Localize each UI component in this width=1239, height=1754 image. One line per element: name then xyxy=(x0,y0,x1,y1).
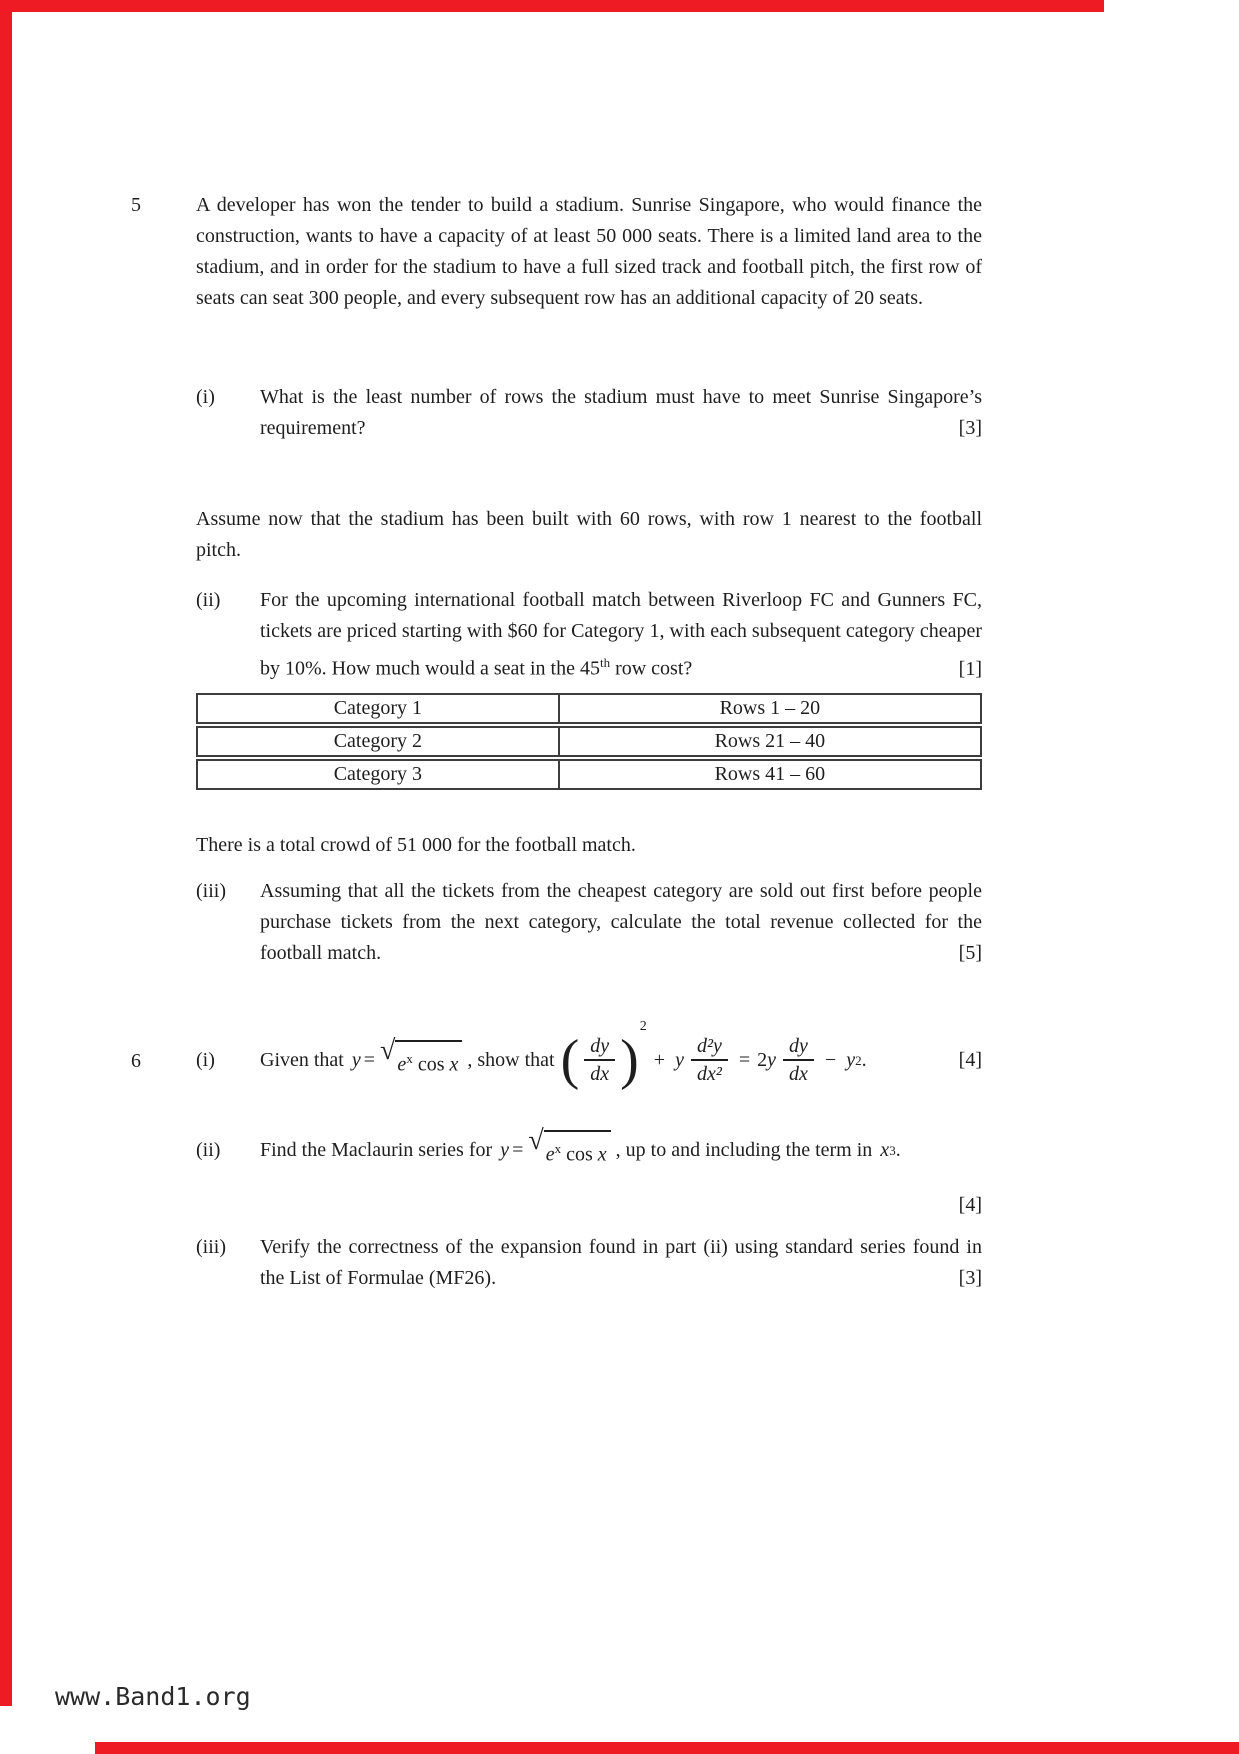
fraction-d2y-dx2 xyxy=(691,1035,728,1085)
plus-sign: + xyxy=(653,1048,666,1071)
math-var-y: y xyxy=(351,1048,361,1071)
q5-part-ii-text: For the upcoming international football match between Riverloop FC and Gunners FC, tickets are priced starting with $60 for Category 1, with each subsequent category cheaper by 10%. How much would a seat in the 45 xyxy=(260,589,982,680)
fraction-denominator: dx xyxy=(783,1059,814,1085)
fraction-dy-dx xyxy=(584,1035,615,1085)
radical-sign: √ xyxy=(380,1034,396,1066)
up-to-term-text: , up to and including the term in xyxy=(615,1138,878,1161)
table-cell-rows: Rows 41 – 60 xyxy=(714,763,826,785)
q6-part-i-marks: [4] xyxy=(958,1048,982,1071)
exponent-x: x xyxy=(554,1140,562,1156)
table-cell-category: Category 2 xyxy=(198,728,560,755)
q6-part-iii-marks: [3] xyxy=(958,1267,982,1289)
square-root xyxy=(528,1124,610,1171)
table-cell-rows: Rows 21 – 40 xyxy=(714,730,826,752)
math-var-x: x xyxy=(449,1053,459,1076)
q5-part-iii-marks: [5] xyxy=(958,942,982,964)
q6-part-ii-row xyxy=(196,1122,982,1221)
q6-part-ii-content xyxy=(260,1122,982,1221)
q6-part-i-label: (i) xyxy=(196,1049,215,1071)
q6-part-i-row xyxy=(196,1005,982,1115)
q5-part-ii-row xyxy=(196,585,982,685)
q5-part-ii-text-end: row cost? xyxy=(610,657,693,680)
q6-part-i-formula-line xyxy=(260,1005,982,1115)
math-var-e: e xyxy=(545,1143,555,1166)
table-cell-category: Category 1 xyxy=(198,695,560,722)
period: . xyxy=(861,1048,867,1071)
show-that-text: , show that xyxy=(467,1048,560,1071)
fraction-dy-dx xyxy=(783,1035,814,1085)
math-var-e: e xyxy=(397,1053,407,1076)
q5-part-iii-label: (iii) xyxy=(196,880,226,902)
exponent-2: 2 xyxy=(855,1052,862,1068)
q5-part-i-text: What is the least number of rows the stadium must have to meet Sunrise Singapore’s requirement? xyxy=(260,386,982,439)
q5-assume-paragraph: Assume now that the stadium has been built with 60 rows, with row 1 nearest to the football pitch. xyxy=(196,508,982,561)
q6-part-iii-label: (iii) xyxy=(196,1236,226,1258)
q5-part-i xyxy=(196,382,982,444)
given-that-text: Given that xyxy=(260,1048,349,1071)
math-var-y: y xyxy=(675,1048,684,1071)
q5-crowd-paragraph: There is a total crowd of 51 000 for the football match. xyxy=(196,834,636,856)
ordinal-superscript: th xyxy=(599,655,611,670)
q5-intro-paragraph: A developer has won the tender to build a stadium. Sunrise Singapore, who would finance the construction, wants to have a capacity of at least 50 000 seats. There is a limited land area to the stadium, and in order for the stadium to have a full sized track and football pitch, the first row of seats can seat 300 people, and every subsequent row has an additional capacity of 20 seats. xyxy=(196,194,982,309)
table-row xyxy=(196,759,982,790)
fraction-numerator: dy xyxy=(590,1035,610,1057)
math-var-y: y xyxy=(846,1048,856,1071)
exponent-x: x xyxy=(406,1050,413,1066)
q5-part-iii-content xyxy=(260,876,982,969)
cos-operator: cos xyxy=(561,1143,598,1166)
q6-part-iii-text: Verify the correctness of the expansion found in part (ii) using standard series found in the List of Formulae (MF26). xyxy=(260,1236,982,1289)
period: . xyxy=(895,1138,901,1161)
q5-part-i-row xyxy=(196,382,982,444)
equals-sign: = xyxy=(512,1138,524,1161)
q6-part-ii xyxy=(196,1122,982,1221)
scan-edge-bottom xyxy=(95,1742,1239,1754)
q6-part-iii xyxy=(196,1232,982,1294)
table-row xyxy=(196,726,982,757)
radicand xyxy=(395,1040,462,1081)
coefficient-2: 2 xyxy=(757,1048,768,1071)
q5-part-ii-label: (ii) xyxy=(196,589,221,611)
maclaurin-text: Find the Maclaurin series for xyxy=(260,1138,498,1161)
q6-part-ii-label: (ii) xyxy=(196,1139,221,1161)
fraction-numerator: d²y xyxy=(696,1035,722,1057)
q5-part-ii xyxy=(196,585,982,685)
minus-sign: − xyxy=(824,1048,837,1071)
equals-sign: = xyxy=(363,1048,376,1071)
q6-part-ii-formula-line xyxy=(260,1122,982,1178)
q6-part-iii-row xyxy=(196,1232,982,1294)
table-row xyxy=(196,693,982,724)
scan-edge-top xyxy=(0,0,1104,12)
math-var-x: x xyxy=(880,1138,890,1161)
cos-operator: cos xyxy=(412,1053,450,1076)
math-var-x: x xyxy=(597,1143,607,1166)
square-root xyxy=(380,1034,462,1081)
band1-watermark: www.Band1.org xyxy=(55,1682,251,1711)
table-cell-category: Category 3 xyxy=(198,761,560,788)
question-6-number: 6 xyxy=(131,1050,141,1072)
q6-part-i xyxy=(196,1005,982,1115)
parenthesis-exponent: 2 xyxy=(639,1019,647,1034)
radical-sign: √ xyxy=(528,1124,544,1156)
left-parenthesis: ( xyxy=(560,1029,580,1091)
q5-part-ii-marks: [1] xyxy=(958,657,982,680)
table-cell-rows: Rows 1 – 20 xyxy=(719,697,821,719)
q5-part-iii-row xyxy=(196,876,982,969)
math-var-y: y xyxy=(500,1138,510,1161)
radicand xyxy=(544,1130,611,1171)
exponent-3: 3 xyxy=(889,1142,896,1158)
q5-part-iii-text: Assuming that all the tickets from the cheapest category are sold out first before people purchase tickets from the next category, calculate the total revenue collected for the football match. xyxy=(260,880,982,964)
category-table xyxy=(196,693,982,790)
q6-part-ii-marks: [4] xyxy=(958,1194,982,1216)
math-var-y: y xyxy=(767,1048,777,1071)
question-5-number: 5 xyxy=(131,194,141,216)
q6-part-iii-content xyxy=(260,1232,982,1294)
right-parenthesis: ) xyxy=(620,1029,639,1091)
q5-part-iii xyxy=(196,876,982,969)
fraction-numerator: dy xyxy=(789,1035,808,1057)
equals-sign: = xyxy=(738,1048,751,1071)
fraction-denominator: dx xyxy=(584,1059,615,1085)
q5-part-i-marks: [3] xyxy=(958,417,982,439)
scan-edge-left xyxy=(0,0,12,1706)
q5-part-ii-content xyxy=(260,585,982,685)
fraction-denominator: dx² xyxy=(691,1059,728,1085)
q5-part-i-label: (i) xyxy=(196,386,215,408)
q5-part-i-content xyxy=(260,382,982,444)
